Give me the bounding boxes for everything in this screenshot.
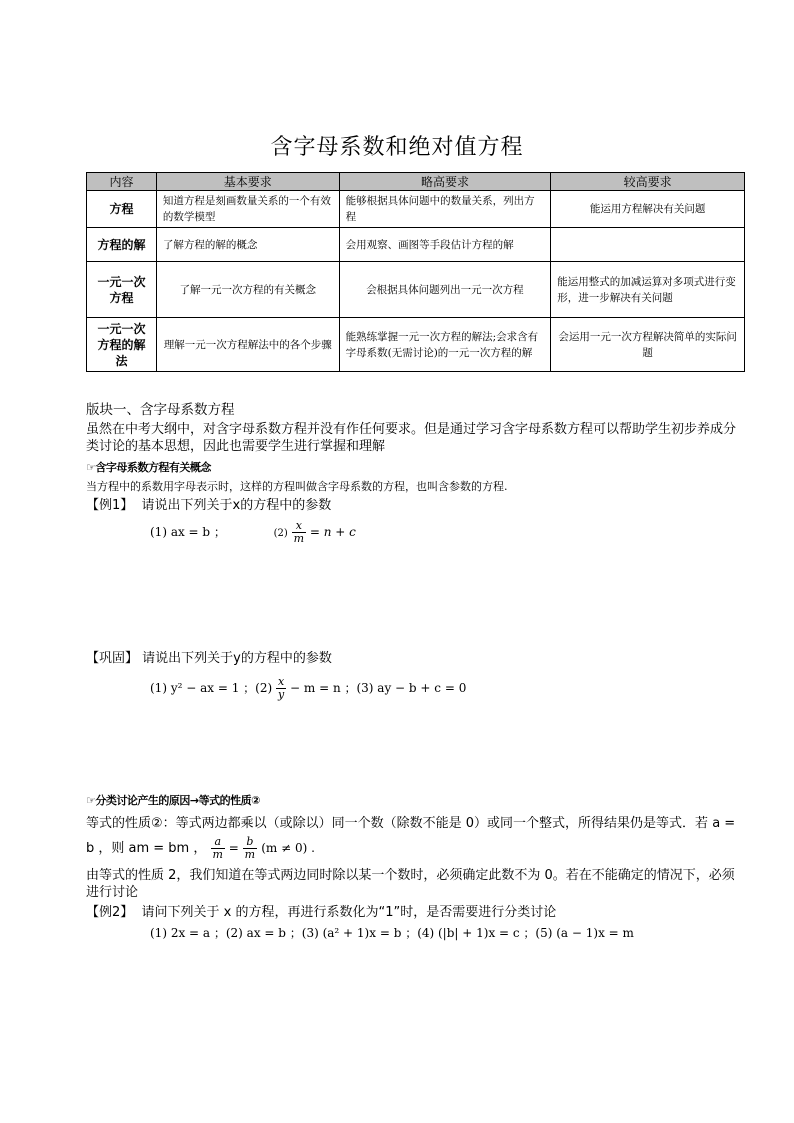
example-label: 【例2】: [86, 905, 134, 920]
numerator: x: [277, 675, 285, 688]
row-heading: 一元一次方程的解法: [87, 318, 157, 372]
example-2: [86, 904, 746, 921]
math-expression: (2): [273, 528, 288, 539]
example-text: 请说出下列关于x的方程中的参数: [141, 498, 332, 513]
denominator: y: [277, 688, 285, 701]
math-expression: − m = n ；(3) ay − b + c = 0: [290, 681, 467, 695]
denominator: m: [293, 532, 305, 545]
requirements-table: [86, 172, 745, 372]
example-1-math: [150, 520, 356, 545]
row-heading: 方程: [87, 191, 157, 228]
example-text: 请问下列关于 x 的方程，再进行系数化为“1”时，是否需要进行分类讨论: [141, 905, 557, 920]
equals-sign: =: [224, 841, 243, 855]
table-cell: 会运用一元一次方程解决简单的实际问题: [551, 318, 745, 372]
fraction: [211, 836, 225, 861]
table-cell: 能够根据具体问题中的数量关系，列出方程: [339, 191, 551, 228]
fraction: [243, 836, 257, 861]
table-row: [87, 262, 745, 318]
table-cell: 理解一元一次方程解法中的各个步骤: [156, 318, 339, 372]
classification-hint: ☞分类讨论产生的原因→等式的性质②: [86, 794, 260, 807]
fraction: [276, 676, 286, 701]
row-heading: 一元一次方程: [87, 262, 157, 318]
row-heading: 方程的解: [87, 228, 157, 262]
table-row: [87, 318, 745, 372]
table-cell: 了解方程的解的概念: [156, 228, 339, 262]
property-paragraph: [86, 811, 746, 861]
table-cell: [551, 228, 745, 262]
denominator: m: [244, 848, 256, 861]
numerator: a: [211, 836, 225, 849]
table-row: [87, 228, 745, 262]
condition-text: (m ≠ 0) .: [261, 841, 315, 855]
table-cell: 了解一元一次方程的有关概念: [156, 262, 339, 318]
page-title: 含字母系数和绝对值方程: [270, 135, 524, 160]
consolidation-text: 请说出下列关于y的方程中的参数: [142, 651, 332, 666]
example-2-math: (1) 2x = a ；(2) ax = b ；(3) (a² + 1)x = b ；(4) (|b| + 1)x = c ；(5) (a − 1)x = m: [150, 926, 634, 940]
fraction: [292, 520, 306, 545]
example-1: [86, 497, 746, 514]
definition-text: 当方程中的系数用字母表示时，这样的方程叫做含字母系数的方程，也叫含参数的方程.: [86, 480, 508, 493]
numerator: b: [243, 836, 257, 849]
consolidation: [86, 650, 746, 667]
discussion-paragraph: 由等式的性质 2，我们知道在等式两边同时除以某一个数时，必须确定此数不为 0。若在不能确定的情况下，必须进行讨论: [86, 868, 735, 900]
table-cell: 能运用整式的加减运算对多项式进行变形，进一步解决有关问题: [551, 262, 745, 318]
example-label: 【例1】: [86, 498, 134, 513]
table-header-cell: 基本要求: [156, 173, 339, 191]
denominator: m: [212, 848, 223, 861]
table-cell: 会根据具体问题列出一元一次方程: [339, 262, 551, 318]
table-row: [87, 191, 745, 228]
table-header-cell: 内容: [87, 173, 157, 191]
concept-hint: ☞含字母系数方程有关概念: [86, 461, 211, 474]
table-header-cell: 略高要求: [339, 173, 551, 191]
math-expression: = n + c: [309, 525, 356, 539]
table-header-row: [87, 173, 745, 191]
math-expression: (1) y² − ax = 1 ；(2): [150, 681, 273, 695]
section-heading: 版块一、含字母系数方程: [86, 402, 235, 418]
table-cell: 会用观察、画图等手段估计方程的解: [339, 228, 551, 262]
numerator: x: [292, 520, 306, 533]
table-cell: 知道方程是刻画数量关系的一个有效的数学模型: [156, 191, 339, 228]
intro-paragraph: 虽然在中考大纲中，对含字母系数方程并没有作任何要求。但是通过学习含字母系数方程可以帮助学生初步养成分类讨论的基本思想，因此也需要学生进行掌握和理解: [86, 422, 737, 454]
math-expression: (1) ax = b ；: [150, 525, 226, 539]
table-header-cell: 较高要求: [551, 173, 745, 191]
table-cell: 能运用方程解决有关问题: [551, 191, 745, 228]
table-cell: 能熟练掌握一元一次方程的解法;会求含有字母系数(无需讨论)的一元一次方程的解: [339, 318, 551, 372]
consolidation-math: [150, 676, 466, 701]
consolidation-label: 【巩固】: [86, 651, 139, 666]
property-text: 等式的性质②：等式两边都乘以（或除以）同一个数（除数不能是 0）或同一个整式，所得结果仍是等式．若 a = b ，则 am = bm ，: [86, 816, 736, 856]
